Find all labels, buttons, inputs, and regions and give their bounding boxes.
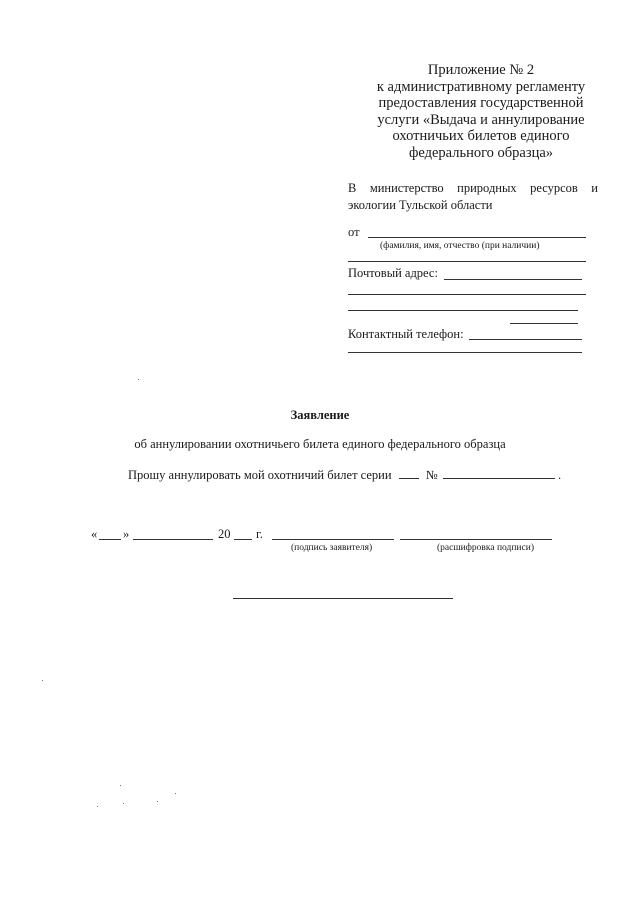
ticket-number-field[interactable] [443, 478, 555, 479]
from-fio-field[interactable] [368, 237, 586, 238]
bottom-separator-line [233, 598, 453, 599]
date-year-suffix: г. [256, 527, 263, 541]
phone-field-line2[interactable] [348, 352, 582, 353]
signature-hint: (подпись заявителя) [291, 543, 373, 553]
postal-address-field[interactable] [444, 279, 582, 280]
date-month-field[interactable] [133, 539, 213, 540]
scan-speck [157, 801, 158, 802]
number-sign: № [425, 468, 438, 482]
addressee-ministry: В министерство природных ресурсов и экологии Тульской области [348, 181, 598, 212]
date-year-prefix: 20 [218, 527, 231, 541]
from-label: от [348, 225, 360, 239]
request-period: . [557, 468, 562, 482]
postal-address-label: Почтовый адрес: [348, 266, 438, 280]
request-text: Прошу аннулировать мой охотничий билет серии [128, 468, 392, 482]
appendix-line: к административному регламенту [376, 78, 586, 95]
fio-hint: (фамилия, имя, отчество (при наличии) [380, 241, 540, 251]
date-quote-open: « [91, 527, 98, 541]
scan-speck [123, 803, 124, 804]
phone-label: Контактный телефон: [348, 327, 464, 341]
series-field[interactable] [399, 478, 419, 479]
appendix-line: охотничьих билетов единого [392, 128, 570, 145]
postal-address-field-line3[interactable] [348, 310, 578, 311]
scan-speck [175, 793, 176, 794]
date-quote-close: » [123, 527, 130, 541]
phone-field[interactable] [469, 339, 582, 340]
signature-field[interactable] [272, 539, 394, 540]
scan-speck [120, 785, 121, 786]
appendix-line: предоставления государственной [378, 95, 584, 112]
scan-speck [97, 806, 98, 807]
date-day-field[interactable] [99, 539, 121, 540]
signature-decoding-field[interactable] [400, 539, 552, 540]
document-subtitle: об аннулировании охотничьего билета единого федерального образца [134, 437, 506, 451]
appendix-title: Приложение № 2 [427, 62, 535, 78]
date-year-field[interactable] [234, 539, 252, 540]
decoding-hint: (расшифровка подписи) [437, 543, 534, 553]
request-line [128, 468, 561, 483]
document-title: Заявление [290, 408, 350, 422]
scan-speck [138, 379, 139, 380]
scan-speck [42, 680, 43, 681]
appendix-header [336, 62, 626, 162]
appendix-line: услуги «Выдача и аннулирование [377, 111, 585, 128]
postal-address-field-line2[interactable] [348, 294, 586, 295]
appendix-line: федерального образца» [408, 144, 554, 161]
from-fio-field-line2[interactable] [348, 261, 586, 262]
postal-address-field-line4[interactable] [510, 323, 578, 324]
